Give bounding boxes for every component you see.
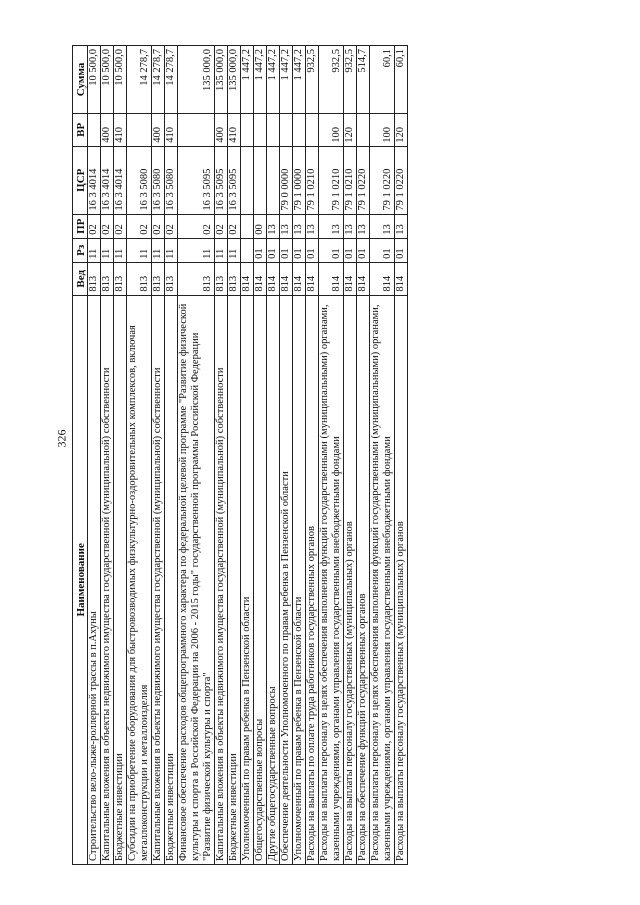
- cell-sum: 135 000,0: [228, 46, 241, 114]
- cell-name: Расходы на выплаты персоналу государственных (муниципальных) органов: [395, 295, 408, 864]
- cell-rz: 11: [152, 238, 165, 262]
- cell-rz: 01: [370, 238, 395, 262]
- table-row: [114, 46, 127, 865]
- cell-ved: 813: [165, 262, 178, 295]
- cell-name: Капитальные вложения в объекты недвижимого имущества государственной (муниципальной) собственности: [152, 295, 165, 864]
- cell-ved: 813: [127, 262, 152, 295]
- cell-pr: 13: [395, 214, 408, 238]
- cell-vr: [280, 113, 293, 146]
- cell-name: Бюджетные инвестиции: [228, 295, 241, 864]
- header-vr: ВР: [73, 113, 88, 146]
- cell-rz: 11: [165, 238, 178, 262]
- cell-rz: 01: [254, 238, 267, 262]
- cell-ved: 814: [319, 262, 344, 295]
- cell-sum: 60,1: [370, 46, 395, 114]
- table-row: [101, 46, 114, 865]
- table-row: [254, 46, 267, 865]
- table-row: [280, 46, 293, 865]
- cell-pr: 13: [344, 214, 357, 238]
- cell-rz: 01: [306, 238, 319, 262]
- cell-csr: 79 1 0220: [395, 146, 408, 214]
- cell-ved: 813: [114, 262, 127, 295]
- cell-sum: 60,1: [395, 46, 408, 114]
- cell-vr: [306, 113, 319, 146]
- cell-name: Финансовое обеспечение расходов общепрограммного характера по федеральной целевой программе "Развитие физической культуры и спорта в Российской Федерации на 2006 - 2015 годы" государственной программы Российской Федерации "Развитие физической культуры и спорта": [178, 295, 215, 864]
- cell-sum: 14 278,7: [127, 46, 152, 114]
- cell-vr: 120: [344, 113, 357, 146]
- cell-pr: 02: [178, 214, 215, 238]
- budget-table-container: [72, 45, 567, 865]
- cell-ved: 814: [370, 262, 395, 295]
- cell-name: Общегосударственные вопросы: [254, 295, 267, 864]
- table-row: [319, 46, 344, 865]
- cell-ved: 813: [88, 262, 101, 295]
- cell-pr: 00: [254, 214, 267, 238]
- cell-rz: 11: [114, 238, 127, 262]
- table-header-row: [73, 46, 88, 865]
- cell-vr: 400: [215, 113, 228, 146]
- cell-rz: 01: [293, 238, 306, 262]
- budget-table-rotated: [72, 45, 567, 865]
- cell-rz: 01: [280, 238, 293, 262]
- cell-sum: 1 447,2: [254, 46, 267, 114]
- cell-pr: 13: [306, 214, 319, 238]
- cell-ved: 814: [395, 262, 408, 295]
- table-row: [357, 46, 370, 865]
- cell-vr: [88, 113, 101, 146]
- table-row: [395, 46, 408, 865]
- cell-pr: 13: [267, 214, 280, 238]
- cell-rz: 11: [215, 238, 228, 262]
- budget-table: [72, 45, 408, 865]
- cell-sum: 1 447,2: [241, 46, 254, 114]
- cell-pr: 02: [165, 214, 178, 238]
- table-row: [88, 46, 101, 865]
- table-row: [152, 46, 165, 865]
- cell-name: Капитальные вложения в объекты недвижимого имущества государственной (муниципальной) собственности: [215, 295, 228, 864]
- cell-csr: 79 1 0210: [306, 146, 319, 214]
- cell-csr: 16 3 5080: [152, 146, 165, 214]
- cell-sum: 932,5: [319, 46, 344, 114]
- header-ved: Вед: [73, 262, 88, 295]
- cell-vr: [241, 113, 254, 146]
- cell-csr: 16 3 5095: [215, 146, 228, 214]
- cell-vr: [178, 113, 215, 146]
- table-row: [370, 46, 395, 865]
- cell-ved: 814: [254, 262, 267, 295]
- cell-rz: 11: [101, 238, 114, 262]
- header-sum: Сумма: [73, 46, 88, 114]
- cell-ved: 814: [267, 262, 280, 295]
- cell-vr: 120: [395, 113, 408, 146]
- cell-name: Расходы на выплаты по оплате труда работников государственных органов: [306, 295, 319, 864]
- cell-csr: 79 1 0220: [357, 146, 370, 214]
- cell-sum: 514,7: [357, 46, 370, 114]
- header-rz: Рз: [73, 238, 88, 262]
- table-row: [241, 46, 254, 865]
- table-row: [228, 46, 241, 865]
- cell-ved: 814: [357, 262, 370, 295]
- cell-name: Расходы на выплаты персоналу в целях обеспечения выполнения функций государственными (муниципальными) органами, казенными учреждениями, органами управления государственными внебюджетными фондами: [370, 295, 395, 864]
- cell-rz: 01: [319, 238, 344, 262]
- cell-rz: 01: [267, 238, 280, 262]
- cell-name: Строительство вело-лыже-роллерной трассы в п.Ахуны: [88, 295, 101, 864]
- cell-vr: 100: [319, 113, 344, 146]
- cell-vr: 400: [101, 113, 114, 146]
- cell-vr: [293, 113, 306, 146]
- cell-sum: 135 000,0: [215, 46, 228, 114]
- cell-name: Расходы на выплаты персоналу государственных (муниципальных) органов: [344, 295, 357, 864]
- cell-pr: 02: [101, 214, 114, 238]
- cell-name: Обеспечение деятельности Уполномоченного по правам ребенка в Пензенской области: [280, 295, 293, 864]
- cell-csr: 16 3 5080: [127, 146, 152, 214]
- cell-pr: 02: [228, 214, 241, 238]
- cell-name: Другие общегосударственные вопросы: [267, 295, 280, 864]
- cell-ved: 814: [344, 262, 357, 295]
- cell-pr: 02: [114, 214, 127, 238]
- cell-rz: 11: [88, 238, 101, 262]
- cell-csr: [241, 146, 254, 214]
- cell-pr: 13: [280, 214, 293, 238]
- cell-ved: 814: [280, 262, 293, 295]
- cell-ved: 813: [152, 262, 165, 295]
- table-row: [215, 46, 228, 865]
- cell-vr: 410: [114, 113, 127, 146]
- header-pr: ПР: [73, 214, 88, 238]
- page-number: 326: [54, 429, 69, 448]
- cell-vr: 100: [370, 113, 395, 146]
- cell-sum: 1 447,2: [280, 46, 293, 114]
- cell-sum: 932,5: [306, 46, 319, 114]
- cell-name: Субсидии на приобретение оборудования для быстровозводимых физкультурно-оздоровительных комплексов, включая металлоконструкции и металлоизделия: [127, 295, 152, 864]
- cell-vr: [267, 113, 280, 146]
- cell-ved: 814: [293, 262, 306, 295]
- cell-rz: 01: [357, 238, 370, 262]
- cell-ved: 813: [178, 262, 215, 295]
- cell-csr: 16 3 5095: [228, 146, 241, 214]
- cell-csr: [254, 146, 267, 214]
- cell-sum: 10 500,0: [101, 46, 114, 114]
- table-row: [127, 46, 152, 865]
- cell-sum: 932,5: [344, 46, 357, 114]
- cell-name: Бюджетные инвестиции: [165, 295, 178, 864]
- cell-name: Расходы на обеспечение функций государственных органов: [357, 295, 370, 864]
- cell-pr: 02: [88, 214, 101, 238]
- cell-pr: 02: [127, 214, 152, 238]
- cell-sum: 10 500,0: [114, 46, 127, 114]
- cell-csr: 79 0 0000: [280, 146, 293, 214]
- cell-csr: 16 3 4014: [114, 146, 127, 214]
- cell-sum: 1 447,2: [267, 46, 280, 114]
- table-body: [88, 46, 408, 865]
- cell-vr: [254, 113, 267, 146]
- header-name: Наименование: [73, 295, 88, 864]
- cell-csr: 16 3 5080: [165, 146, 178, 214]
- cell-csr: 79 1 0210: [344, 146, 357, 214]
- cell-pr: 13: [293, 214, 306, 238]
- cell-sum: 14 278,7: [165, 46, 178, 114]
- cell-ved: 814: [306, 262, 319, 295]
- cell-rz: [241, 238, 254, 262]
- cell-csr: 16 3 4014: [88, 146, 101, 214]
- cell-ved: 814: [241, 262, 254, 295]
- cell-name: Уполномоченный по правам ребенка в Пензенской области: [241, 295, 254, 864]
- cell-pr: [241, 214, 254, 238]
- cell-vr: 410: [228, 113, 241, 146]
- cell-pr: 02: [152, 214, 165, 238]
- table-row: [293, 46, 306, 865]
- table-row: [178, 46, 215, 865]
- table-row: [344, 46, 357, 865]
- cell-vr: [357, 113, 370, 146]
- cell-rz: 01: [395, 238, 408, 262]
- cell-name: Бюджетные инвестиции: [114, 295, 127, 864]
- cell-vr: [127, 113, 152, 146]
- cell-name: Капитальные вложения в объекты недвижимого имущества государственной (муниципальной) собственности: [101, 295, 114, 864]
- table-row: [267, 46, 280, 865]
- cell-ved: 813: [101, 262, 114, 295]
- cell-rz: 11: [228, 238, 241, 262]
- table-row: [165, 46, 178, 865]
- cell-sum: 14 278,7: [152, 46, 165, 114]
- cell-vr: 400: [152, 113, 165, 146]
- cell-csr: 79 1 0220: [370, 146, 395, 214]
- cell-pr: 13: [357, 214, 370, 238]
- cell-csr: [267, 146, 280, 214]
- cell-rz: 11: [178, 238, 215, 262]
- cell-csr: 16 3 4014: [101, 146, 114, 214]
- cell-vr: 410: [165, 113, 178, 146]
- cell-sum: 10 500,0: [88, 46, 101, 114]
- cell-csr: 79 1 0210: [319, 146, 344, 214]
- cell-pr: 13: [319, 214, 344, 238]
- table-row: [306, 46, 319, 865]
- cell-csr: 79 1 0000: [293, 146, 306, 214]
- cell-rz: 01: [344, 238, 357, 262]
- cell-pr: 02: [215, 214, 228, 238]
- cell-rz: 11: [127, 238, 152, 262]
- cell-csr: 16 3 5095: [178, 146, 215, 214]
- cell-pr: 13: [370, 214, 395, 238]
- cell-sum: 1 447,2: [293, 46, 306, 114]
- cell-name: Уполномоченный по правам ребенка в Пензенской области: [293, 295, 306, 864]
- cell-sum: 135 000,0: [178, 46, 215, 114]
- cell-name: Расходы на выплаты персоналу в целях обеспечения выполнения функций государственными (муниципальными) органами, казенными учреждениями, органами управления государственными внебюджетными фондами: [319, 295, 344, 864]
- cell-ved: 813: [215, 262, 228, 295]
- cell-ved: 813: [228, 262, 241, 295]
- header-csr: ЦСР: [73, 146, 88, 214]
